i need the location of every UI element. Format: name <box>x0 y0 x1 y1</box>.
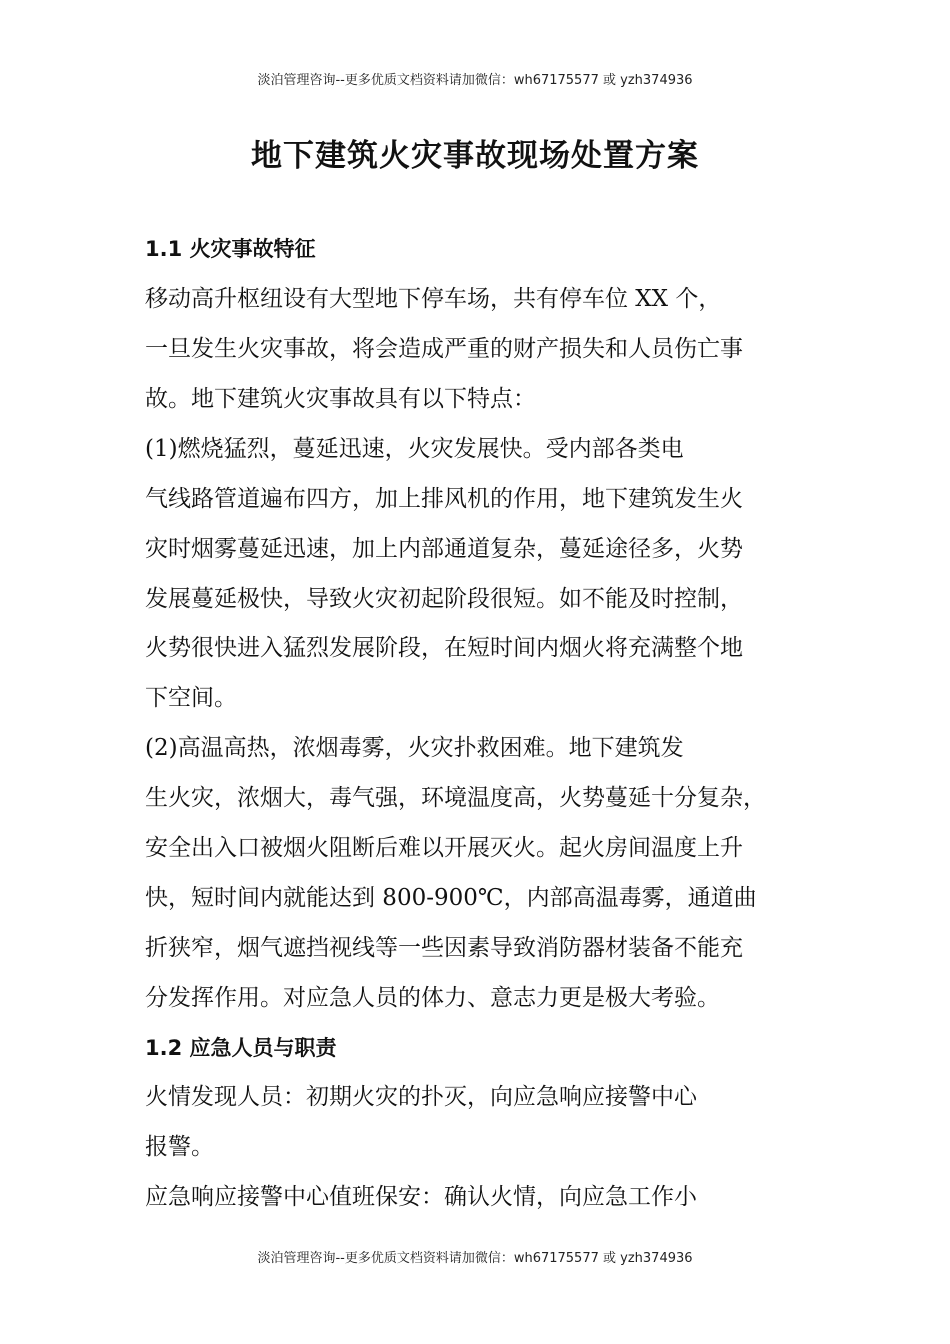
paragraph-line: 故。地下建筑火灾事故具有以下特点： <box>145 386 536 412</box>
paragraph-line: 折狭窄，烟气遮挡视线等一些因素导致消防器材装备不能充 <box>145 935 743 961</box>
paragraph-line: 火情发现人员：初期火灾的扑灭，向应急响应接警中心 <box>145 1084 697 1110</box>
page-footer: 淡泊管理咨询--更多优质文档资料请加微信：wh67175577 或 yzh374936 <box>257 1251 693 1266</box>
paragraph-line: 安全出入口被烟火阻断后难以开展灭火。起火房间温度上升 <box>145 835 743 861</box>
paragraph-line: 灾时烟雾蔓延迅速，加上内部通道复杂，蔓延途径多，火势 <box>145 536 743 562</box>
document-title: 地下建筑火灾事故现场处置方案 <box>251 138 699 174</box>
section-heading: 1.2 应急人员与职责 <box>145 1036 337 1060</box>
paragraph-line: 移动高升枢纽设有大型地下停车场，共有停车位 XX 个， <box>145 286 722 312</box>
paragraph-line: 气线路管道遍布四方，加上排风机的作用，地下建筑发生火 <box>145 486 743 512</box>
paragraph-line: 火势很快进入猛烈发展阶段，在短时间内烟火将充满整个地 <box>145 635 743 661</box>
page-header: 淡泊管理咨询--更多优质文档资料请加微信：wh67175577 或 yzh374936 <box>257 73 693 88</box>
paragraph-line: 下空间。 <box>145 685 237 711</box>
paragraph-line: 一旦发生火灾事故，将会造成严重的财产损失和人员伤亡事 <box>145 336 743 362</box>
paragraph-line: 快，短时间内就能达到 800-900℃，内部高温毒雾，通道曲 <box>145 885 757 911</box>
paragraph-line: 应急响应接警中心值班保安：确认火情，向应急工作小 <box>145 1184 697 1210</box>
section-heading: 1.1 火灾事故特征 <box>145 237 316 261</box>
paragraph-line: 报警。 <box>145 1134 214 1160</box>
paragraph-line: 发展蔓延极快，导致火灾初起阶段很短。如不能及时控制， <box>145 586 743 612</box>
paragraph-line: (1)燃烧猛烈，蔓延迅速，火灾发展快。受内部各类电 <box>145 436 684 462</box>
paragraph-line: 生火灾，浓烟大，毒气强，环境温度高，火势蔓延十分复杂， <box>145 785 766 811</box>
paragraph-line: 分发挥作用。对应急人员的体力、意志力更是极大考验。 <box>145 985 720 1011</box>
paragraph-line: (2)高温高热，浓烟毒雾，火灾扑救困难。地下建筑发 <box>145 735 684 761</box>
